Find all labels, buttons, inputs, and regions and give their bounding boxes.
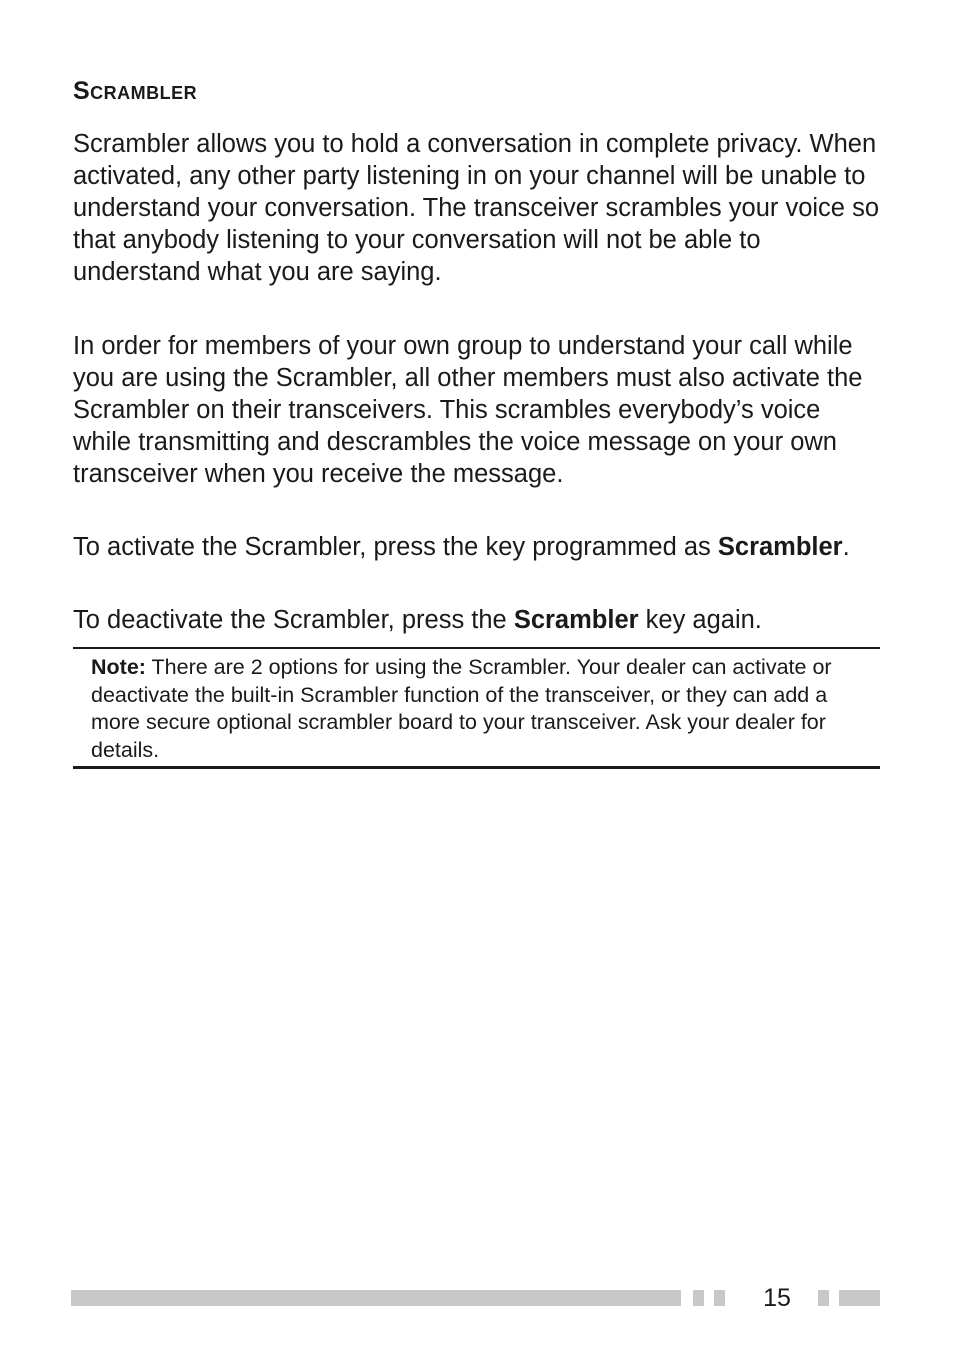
deactivate-key-name: Scrambler xyxy=(513,606,639,634)
activate-text-end: . xyxy=(842,533,850,561)
note-body: There are 2 options for using the Scrambler. Your dealer can activate or deactivate the built-in Scrambler function of the transceiver, or they can add a more secure optional scrambler board to your transceiver. Ask your dealer for details. xyxy=(91,655,832,762)
footer-decorative-bar xyxy=(71,1290,681,1306)
note-box xyxy=(73,647,880,769)
paragraph-group-usage: In order for members of your own group to understand your call while you are using the Scrambler, all other members must also activate the Scrambler on their transceivers. This scrambles everybody’s voice while transmitting and descrambles the voice message on your own transceiver when you receive the message. xyxy=(73,332,863,488)
paragraph-scrambler-intro: Scrambler allows you to hold a conversation in complete privacy. When activated, any other party listening in on your channel will be unable to understand your conversation. The transceiver scrambles your voice so that anybody listening to your conversation will not be able to understand what you are saying. xyxy=(73,130,880,286)
deactivate-text-end: key again. xyxy=(638,606,762,634)
activate-text: To activate the Scrambler, press the key programmed as xyxy=(73,533,718,561)
deactivate-text: To deactivate the Scrambler, press the xyxy=(73,606,514,634)
footer-decorative-bar-end xyxy=(839,1290,880,1306)
activate-key-name: Scrambler xyxy=(717,533,843,561)
note-label: Note: xyxy=(91,655,146,679)
page-number: 15 xyxy=(763,1284,791,1312)
paragraph-deactivate xyxy=(73,604,880,636)
footer-decorative-square xyxy=(818,1290,829,1306)
paragraph-activate xyxy=(73,531,880,563)
footer-decorative-square xyxy=(714,1290,725,1306)
footer-decorative-square xyxy=(693,1290,704,1306)
note-text xyxy=(91,654,871,764)
section-title: Scrambler xyxy=(73,77,198,105)
